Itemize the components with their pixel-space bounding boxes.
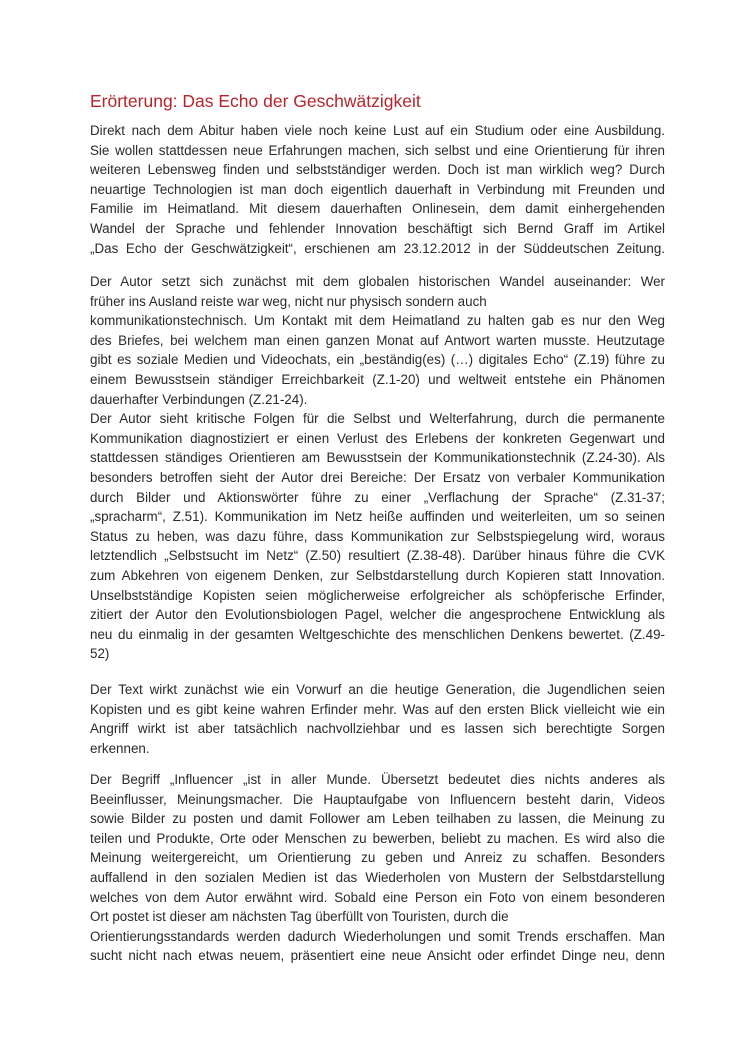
text-line: Ort postet ist dieser am nächsten Tag überfüllt von Touristen, durch die [90, 909, 509, 925]
text-line: einem Bewusstsein ständiger Erreichbarkeit (Z.1-20) und weltweit entstehe ein Phänomen [90, 371, 665, 387]
text-line: des Briefes, bei welchem man einen ganzen Monat auf Antwort warten musste. Heutzutage [90, 332, 665, 348]
text-line: letztendlich „Selbstsucht im Netz“ (Z.50) resultiert (Z.38-48). Darüber hinaus führe die CVK [90, 548, 665, 564]
text-line: neuartige Technologien ist man doch eigentlich dauerhaft in Verbindung mit Freunden und [90, 181, 665, 197]
text-line: teilen und Produkte, Orte oder Menschen zu bewerben, beliebt zu machen. Es wird also die [90, 830, 665, 846]
text-line: auffallend in den sozialen Medien ist das Wiederholen von Mustern der Selbstdarstellung [90, 869, 665, 885]
text-line: Kommunikation diagnostiziert er einen Verlust des Erlebens der konkreten Gegenwart und [90, 430, 665, 446]
text-line: Status zu heben, was dazu führe, dass Kommunikation zur Selbstspiegelung wird, woraus [90, 528, 665, 544]
paragraph-summary [90, 272, 665, 664]
text-line: Familie im Heimatland. Mit diesem dauerhaften Onlinesein, dem damit einhergehenden [90, 201, 665, 217]
text-line: „spracharm“, Z.51). Kommunikation im Netz heiße auffinden und weiterleiten, um so seinen [90, 509, 665, 525]
text-line: „Das Echo der Geschwätzigkeit“, erschienen am 23.12.2012 in der Süddeutschen Zeitung. [90, 240, 665, 256]
text-line: Der Autor sieht kritische Folgen für die Selbst und Welterfahrung, durch die permanente [90, 411, 665, 427]
text-line: neu du einmalig in der gesamten Weltgeschichte des menschlichen Denkens bewertet. (Z.49- [90, 626, 665, 642]
text-line: Meinung weitergereicht, um Orientierung zu geben und Anreiz zu schaffen. Besonders [90, 850, 665, 866]
text-line: durch Bilder und Aktionswörter führe zu einer „Verflachung der Sprache“ (Z.31-37; [90, 489, 665, 505]
text-line: stattdessen ständiges Orientieren am Bewusstsein der Kommunikationstechnik (Z.24-30). Als [90, 450, 665, 466]
text-line: Direkt nach dem Abitur haben viele noch keine Lust auf ein Studium oder eine Ausbildung. [90, 123, 665, 138]
text-line: früher ins Ausland reiste war weg, nicht nur physisch sondern auch [90, 293, 487, 309]
text-line: sucht nicht nach etwas neuem, präsentiert eine neue Ansicht oder erfindet Dinge neu, denn [90, 948, 665, 964]
text-line: besonders betroffen sieht der Autor drei Bereiche: Der Ersatz von verbaler Kommunikation [90, 469, 665, 485]
document-title: Erörterung: Das Echo der Geschwätzigkeit [90, 91, 421, 111]
text-line: kommunikationstechnisch. Um Kontakt mit dem Heimatland zu halten gab es nur den Weg [90, 313, 665, 329]
text-line: Orientierungsstandards werden dadurch Wiederholungen und somit Trends erschaffen. Man [90, 928, 665, 944]
paragraph-argument [90, 770, 665, 966]
text-line: Angriff wirkt ist aber tatsächlich nachvollziehbar und es lassen sich berechtigte Sorgen [90, 721, 665, 737]
text-line: 52) [90, 646, 110, 662]
text-line: Sie wollen stattdessen neue Erfahrungen machen, sich selbst und eine Orientierung für ihren [90, 142, 665, 158]
paragraph-thesis [90, 680, 665, 758]
text-line: Kopisten und es gibt keine wahren Erfinder mehr. Was auf den ersten Blick vielleicht wie ein [90, 701, 665, 717]
text-line: gibt es soziale Medien und Videochats, ein „beständig(es) (…) digitales Echo“ (Z.19) führe zu [90, 352, 665, 368]
text-line: Beeinflusser, Meinungsmacher. Die Hauptaufgabe von Influencern besteht darin, Videos [90, 791, 665, 807]
text-line: sowie Bilder zu posten und damit Follower am Leben teilhaben zu lassen, die Meinung zu [90, 811, 665, 827]
text-line: erkennen. [90, 740, 150, 756]
text-line: Der Autor setzt sich zunächst mit dem globalen historischen Wandel auseinander: Wer [90, 274, 665, 289]
text-line: zitiert der Autor den Evolutionsbiologen Pagel, welcher die angesprochene Entwicklung als [90, 607, 665, 623]
text-line: dauerhafter Verbindungen (Z.21-24). [90, 391, 308, 407]
text-line: zum Abkehren von eigenem Denken, zur Selbstdarstellung durch Kopieren statt Innovation. [90, 567, 665, 583]
text-line: Der Begriff „Influencer „ist in aller Munde. Übersetzt bedeutet dies nichts anderes als [90, 772, 665, 787]
text-line: Unselbstständige Kopisten seien möglicherweise erfolgreicher als schöpferische Erfinder, [90, 587, 665, 603]
text-line: Wandel der Sprache und fehlender Innovation beschäftigt sich Bernd Graff im Artikel [90, 220, 665, 236]
text-line: weiteren Lebensweg finden und selbstständiger werden. Doch ist man wirklich weg? Durch [90, 162, 665, 178]
text-line: welches von dem Autor erwähnt wird. Sobald eine Person ein Foto von einem besonderen [90, 889, 665, 905]
text-line: Der Text wirkt zunächst wie ein Vorwurf an die heutige Generation, die Jugendlichen seien [90, 682, 665, 697]
paragraph-introduction [90, 121, 665, 258]
